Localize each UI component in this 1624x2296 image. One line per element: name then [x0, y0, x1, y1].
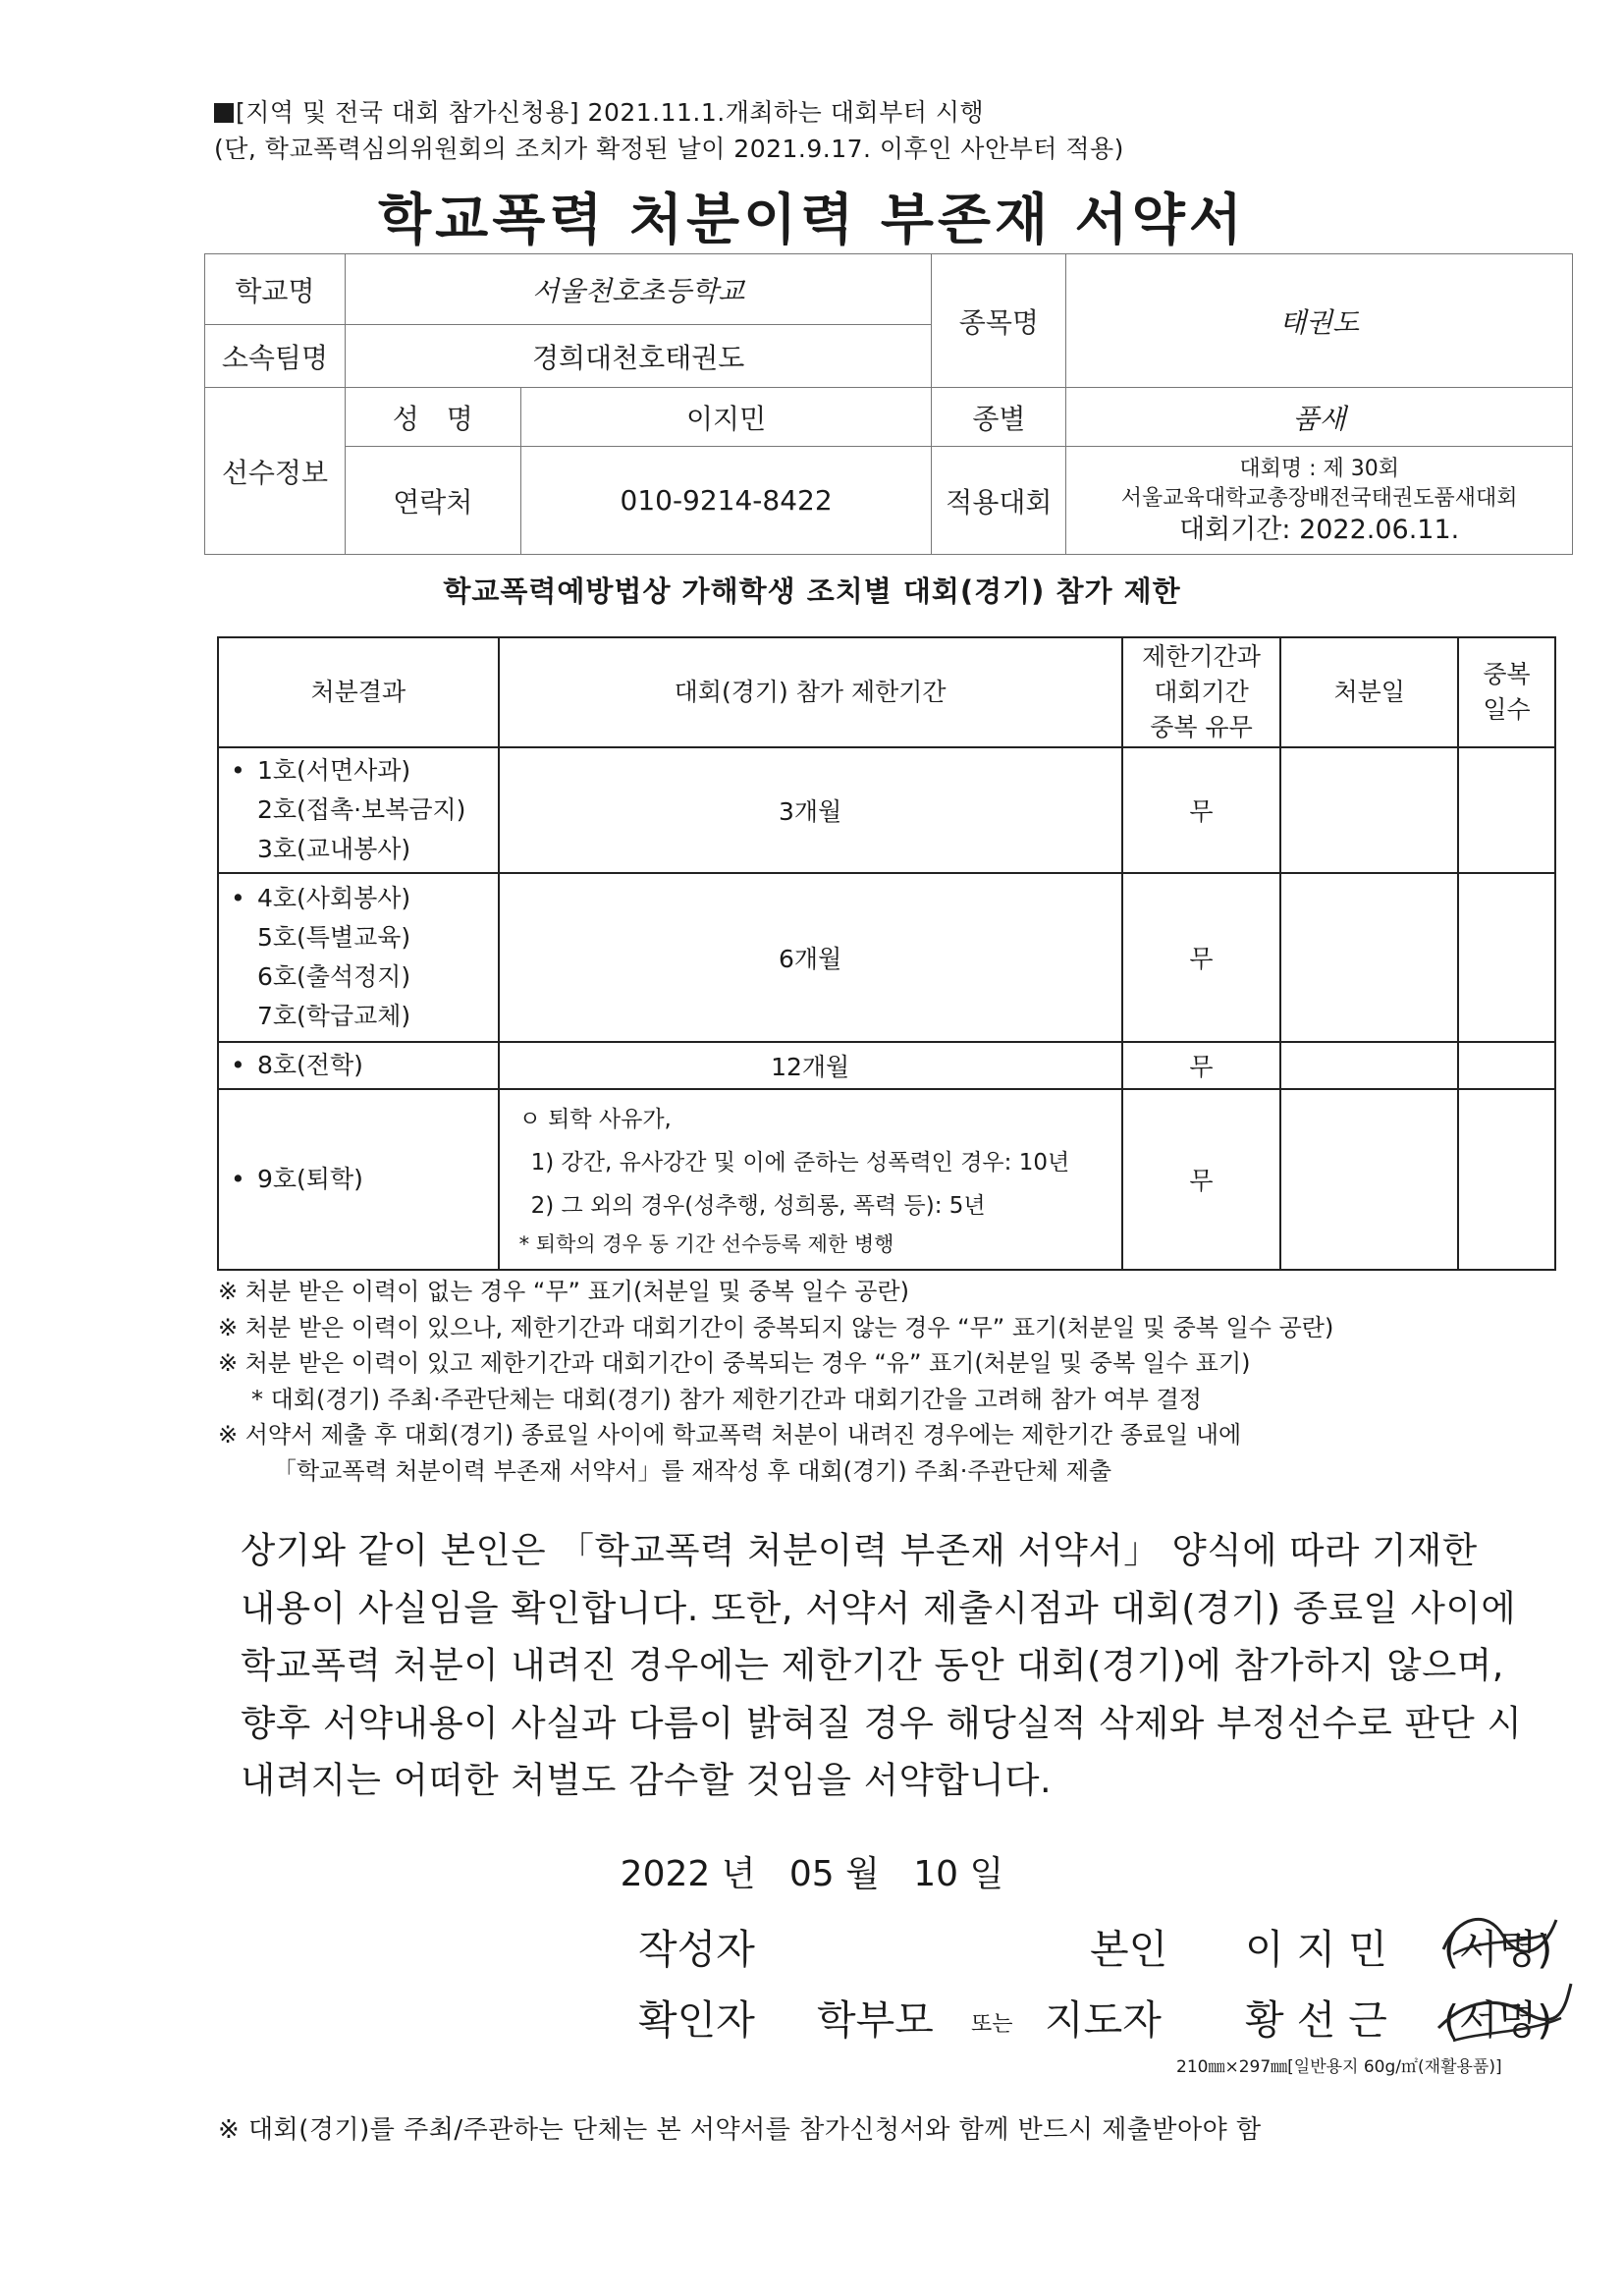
expulsion-restriction-rules: ㅇ 퇴학 사유가, 1) 강간, 유사강간 및 이에 준하는 성폭력인 경우: 10년 2) 그 외의 경우(성추행, 성희롱, 폭력 등): 5년 * 퇴학의 경우 동 기간 선수등록 제한 병행 [499, 1089, 1122, 1270]
footer-note: ※ 대회(경기)를 주최/주관하는 단체는 본 서약서를 참가신청서와 함께 반드시 제출받아야 함 [218, 2115, 1262, 2145]
col-header-days: 중복 일수 [1458, 637, 1555, 747]
school-label: 학교명 [205, 254, 346, 325]
paper-spec: 210㎜×297㎜[일반용지 60g/㎡(재활용품)] [1176, 2057, 1502, 2077]
discipline-table [217, 636, 1556, 1271]
confirmer-role-coach: 지도자 [1045, 1996, 1162, 2044]
author-role: 본인 [1090, 1926, 1168, 1973]
overlap-status: 무 [1122, 747, 1281, 873]
author-label: 작성자 [638, 1926, 755, 1973]
square-bullet-icon [214, 103, 234, 123]
note-1: ※ 처분 받은 이력이 없는 경우 “무” 표기(처분일 및 중복 일수 공란) [218, 1278, 910, 1305]
disposition-list: • 8호(전학) [218, 1042, 499, 1089]
confirmer-label: 확인자 [638, 1996, 755, 2044]
author-signature-mark [1434, 1905, 1571, 1974]
restriction-period: 3개월 [499, 747, 1122, 873]
overlap-days [1458, 1042, 1555, 1089]
pledge-date: 2022 년 05 월 10 일 [620, 1854, 1004, 1894]
overlap-days [1458, 873, 1555, 1042]
table-row [218, 1089, 1555, 1270]
overlap-days [1458, 747, 1555, 873]
name-label: 성 명 [345, 388, 520, 447]
contact-value: 010-9214-8422 [520, 447, 932, 555]
author-sign-field: (서명) [1443, 1926, 1553, 1973]
overlap-status: 무 [1122, 1042, 1281, 1089]
col-header-period: 대회(경기) 참가 제한기간 [499, 637, 1122, 747]
competition-name: 대회명 : 제 30회 [1239, 456, 1399, 481]
disposition-list: • 1호(서면사과) 2호(접촉·보복금지) 3호(교내봉사) [218, 747, 499, 873]
name-value: 이지민 [520, 388, 932, 447]
contact-label: 연락처 [345, 447, 520, 555]
note-6: 「학교폭력 처분이력 부존재 서약서」를 재작성 후 대회(경기) 주최·주관단체 제출 [273, 1456, 1112, 1485]
table-row [218, 873, 1555, 1042]
note-2: ※ 처분 받은 이력이 있으나, 제한기간과 대회기간이 중복되지 않는 경우 “무” 표기(처분일 및 중복 일수 공란) [218, 1313, 1334, 1341]
event-value: 태권도 [1066, 254, 1573, 388]
col-header-overlap: 제한기간과 대회기간 중복 유무 [1122, 637, 1281, 747]
school-value: 서울천호초등학교 [345, 254, 932, 325]
author-name: 이 지 민 [1245, 1926, 1387, 1973]
header-line-1: [지역 및 전국 대회 참가신청용] 2021.11.1.개최하는 대회부터 시행 [214, 93, 984, 129]
note-3: ※ 처분 받은 이력이 있고 제한기간과 대회기간이 중복되는 경우 “유” 표기(처분일 및 중복 일수 표기) [218, 1349, 1251, 1377]
team-value: 경희대천호태권도 [345, 325, 932, 388]
confirmer-signature-mark [1434, 1974, 1581, 2052]
notes [218, 1274, 1573, 1489]
info-table [204, 253, 1573, 555]
table-row [218, 1042, 1555, 1089]
player-info-label: 선수정보 [205, 388, 346, 555]
pledge-text: 상기와 같이 본인은 「학교폭력 처분이력 부존재 서약서」 양식에 따라 기재한 내용이 사실임을 확인합니다. 또한, 서약서 제출시점과 대회(경기) 종료일 사이에 학교폭력 처분이 내려진 경우에는 제한기간 동안 대회(경기)에 참가하지 않으며, 향후 서약내용이 사실과 다름이 밝혀질 경우 해당실적 삭제와 부정선수로 판단 시 내려지는 어떠한 처벌도 감수할 것임을 서약합니다. [241, 1529, 1523, 1801]
header-line-2: (단, 학교폭력심의위원회의 조치가 확정된 날이 2021.9.17. 이후인 사안부터 적용) [214, 135, 1124, 163]
disposition-list: • 9호(퇴학) [218, 1089, 499, 1270]
restriction-period: 12개월 [499, 1042, 1122, 1089]
overlap-days [1458, 1089, 1555, 1270]
disposition-date [1280, 1089, 1458, 1270]
note-4: * 대회(경기) 주최·주관단체는 대회(경기) 참가 제한기간과 대회기간을 고려해 참가 여부 결정 [251, 1385, 1202, 1413]
disposition-date [1280, 873, 1458, 1042]
category-label: 종별 [932, 388, 1066, 447]
disposition-date [1280, 747, 1458, 873]
competition-value [1066, 447, 1573, 555]
restriction-subtitle: 학교폭력예방법상 가해학생 조치별 대회(경기) 참가 제한 [443, 574, 1181, 608]
restriction-period: 6개월 [499, 873, 1122, 1042]
competition-label: 적용대회 [932, 447, 1066, 555]
competition-period: 대회기간: 2022.06.11. [1179, 514, 1460, 545]
category-value: 품새 [1066, 388, 1573, 447]
confirmer-or: 또는 [971, 2012, 1013, 2037]
overlap-status: 무 [1122, 1089, 1281, 1270]
overlap-status: 무 [1122, 873, 1281, 1042]
disposition-list: • 4호(사회봉사) 5호(특별교육) 6호(출석정지) 7호(학급교체) [218, 873, 499, 1042]
document-title: 학교폭력 처분이력 부존재 서약서 [378, 189, 1246, 252]
col-header-result: 처분결과 [218, 637, 499, 747]
note-5: ※ 서약서 제출 후 대회(경기) 종료일 사이에 학교폭력 처분이 내려진 경우에는 제한기간 종료일 내에 [218, 1421, 1242, 1449]
disposition-date [1280, 1042, 1458, 1089]
competition-full-name: 서울교육대학교총장배전국태권도품새대회 [1120, 485, 1518, 511]
table-row [218, 747, 1555, 873]
team-label: 소속팀명 [205, 325, 346, 388]
col-header-date: 처분일 [1280, 637, 1458, 747]
confirmer-sign-field: (서명) [1443, 1996, 1553, 2044]
confirmer-name: 황 선 근 [1245, 1996, 1387, 2044]
event-label: 종목명 [932, 254, 1066, 388]
confirmer-role-parent: 학부모 [817, 1996, 934, 2044]
